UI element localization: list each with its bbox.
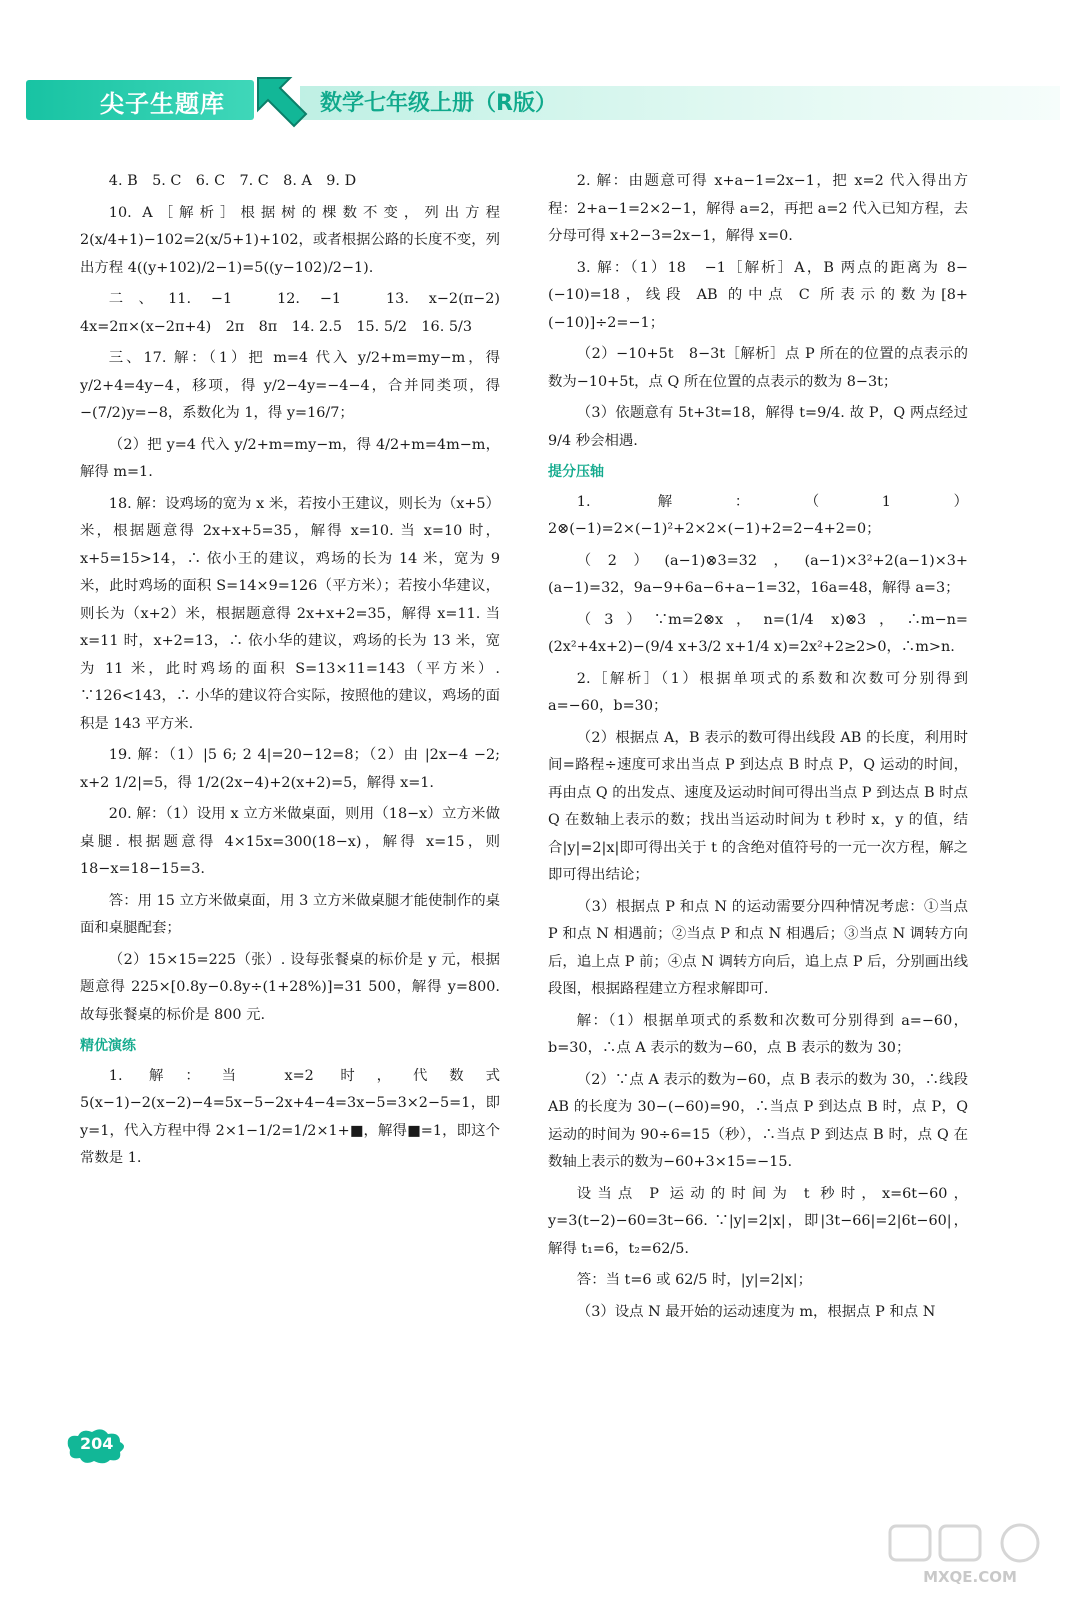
answer-paragraph: 1. 解：（1）2⊗(−1)=2×(−1)²+2×2×(−1)+2=2−4+2=0； <box>548 493 968 537</box>
answer-paragraph: （2）根据点 A，B 表示的数可得出线段 AB 的长度，利用时间=路程÷速度可求出当点 P 到达点 B 时点 P，Q 运动的时间，再由点 Q 的出发点、速度及运动时间可得出当点 P 到达点 B 时点 Q 在数轴上表示的数；找出当运动时间为 t 秒时 x，y 的值，结合|y|=2|x|即可得出关于 t 的含绝对值符号的一元一次方程，解之即可得出结论； <box>548 729 968 883</box>
answer-paragraph: 1. 解：当 x=2 时，代数式 5(x−1)−2(x−2)−4=5x−5−2x+4−4=3x−5=3×2−5=1，即 y=1，代入方程中得 2×1−1/2=1/2×1+■，解得■=1，即这个常数是 1. <box>80 1067 500 1166</box>
arrow-icon <box>250 70 310 130</box>
answer-paragraph: 18. 解：设鸡场的宽为 x 米，若按小王建议，则长为（x+5）米，根据题意得 2x+x+5=35，解得 x=10. 当 x=10 时，x+5=15>14，∴ 依小王的建议，鸡场的长为 14 米，宽为 9 米，此时鸡场的面积 S=14×9=126（平方米）；若按小华建议，则长为（x+2）米，根据题意得 2x+x+2=35，解得 x=11. 当 x=11 时，x+2=13，∴ 依小华的建议，鸡场的长为 13 米，宽为 11 米，此时鸡场的面积 S=13×11=143（平方米）. ∵126<143，∴ 小华的建议符合实际，按照他的建议，鸡场的面积是 143 平方米. <box>80 495 500 732</box>
answer-paragraph: 20. 解：（1）设用 x 立方米做桌面，则用（18−x）立方米做桌腿. 根据题意得 4×15x=300(18−x)，解得 x=15，则 18−x=18−15=3. <box>80 806 500 877</box>
right-column <box>548 168 968 1330</box>
answer-paragraph: （3）根据点 P 和点 N 的运动需要分四种情况考虑：①当点 P 和点 N 相遇前；②当点 P 和点 N 相遇后；③当点 N 调转方向后，追上点 P 前；④点 N 调转方向后，追上点 P 后，分别画出线段图，根据路程建立方程求解即可. <box>548 898 968 997</box>
answer-paragraph: （3）依题意有 5t+3t=18，解得 t=9/4. 故 P，Q 两点经过 9/4 秒会相遇. <box>548 405 968 449</box>
brand-title: 尖子生题库 <box>100 90 225 118</box>
answer-paragraph: 2.［解析］（1）根据单项式的系数和次数可分别得到 a=−60，b=30； <box>548 670 968 714</box>
page-header <box>0 0 1071 150</box>
answer-paragraph: （3）设点 N 最开始的运动速度为 m，根据点 P 和点 N <box>576 1303 936 1320</box>
section-heading: 精优演练 <box>80 1038 136 1054</box>
watermark-url: MXQE.COM <box>923 1568 1017 1586</box>
answer-paragraph: 设当点 P 运动的时间为 t 秒时，x=6t−60，y=3(t−2)−60=3t−66. ∵|y|=2|x|，即|3t−66|=2|6t−60|，解得 t₁=6，t₂=62/5. <box>548 1185 968 1257</box>
answer-paragraph: 2. 解：由题意可得 x+a−1=2x−1，把 x=2 代入得出方程：2+a−1=2×2−1，解得 a=2，再把 a=2 代入已知方程，去分母可得 x+2−3=2x−1，解得 x=0. <box>548 173 968 244</box>
answer-paragraph: （3）∵m=2⊗x，n=(1/4 x)⊗3，∴m−n=(2x²+4x+2)−(9/4 x+3/2 x+1/4 x)=2x²+2≥2>0，∴m>n. <box>548 611 968 655</box>
book-title: 数学七年级上册（R版） <box>320 91 557 116</box>
answer-paragraph: （2）15×15=225（张）. 设每张餐桌的标价是 y 元，根据题意得 225×[0.8y−0.8y÷(1+28%)]=31 500，解得 y=800. 故每张餐桌的标价是 800 元. <box>80 951 500 1023</box>
answer-paragraph: 答：当 t=6 或 62/5 时，|y|=2|x|； <box>576 1272 812 1288</box>
page-number-badge <box>62 1426 132 1466</box>
left-column <box>80 168 515 1177</box>
answer-paragraph: （2）∵点 A 表示的数为−60，点 B 表示的数为 30，∴线段 AB 的长度为 30−(−60)=90，∴当点 P 到达点 B 时，点 P，Q 运动的时间为 90÷6=15（秒），∴当点 P 到达点 B 时，点 Q 在数轴上表示的数为−60+3×15=−15. <box>548 1071 968 1170</box>
answer-paragraph: 19. 解：（1）|5 6; 2 4|=20−12=8；（2）由 |2x−4 −2; x+2 1/2|=5，得 1/2(2x−4)+2(x+2)=5，解得 x=1. <box>80 747 500 791</box>
answer-paragraph: 解：（1）根据单项式的系数和次数可分别得到 a=−60，b=30，∴点 A 表示的数为−60，点 B 表示的数为 30； <box>548 1012 968 1056</box>
answer-paragraph: 二、11. −1 12. −1 13. x−2(π−2) 4x=2π×(x−2π+4) 2π 8π 14. 2.5 15. 5/2 16. 5/3 <box>80 291 515 335</box>
answer-paragraph: 3. 解：（1）18 −1［解析］A，B 两点的距离为 8−(−10)=18，线段 AB 的中点 C 所表示的数为[8+(−10)]÷2=−1； <box>548 259 968 331</box>
section-heading: 提分压轴 <box>548 464 604 480</box>
answer-paragraph: （2）−10+5t 8−3t［解析］点 P 所在的位置的点表示的数为−10+5t，点 Q 所在位置的点表示的数为 8−3t； <box>548 346 968 390</box>
answer-paragraph: 三、17. 解：（1）把 m=4 代入 y/2+m=my−m，得 y/2+4=4y−4，移项，得 y/2−4y=−4−4，合并同类项，得 −(7/2)y=−8，系数化为 1，得 y=16/7； <box>80 350 500 421</box>
answer-line: 4. B 5. C 6. C 7. C 8. A 9. D <box>108 173 357 189</box>
answer-paragraph: 10. A［解析］根据树的棵数不变，列出方程 2(x/4+1)−102=2(x/5+1)+102，或者根据公路的长度不变，列出方程 4((y+102)/2−1)=5((y−102)/2−1). <box>80 204 501 276</box>
answer-paragraph: （2）(a−1)⊗3=32，(a−1)×3²+2(a−1)×3+(a−1)=32，9a−9+6a−6+a−1=32，16a=48，解得 a=3； <box>548 552 968 596</box>
answer-paragraph: 答：用 15 立方米做桌面，用 3 立方米做桌腿才能使制作的桌面和桌腿配套； <box>80 892 500 936</box>
watermark-logo-icon <box>880 1520 1060 1568</box>
watermark <box>880 1520 1060 1590</box>
answer-paragraph: （2）把 y=4 代入 y/2+m=my−m，得 4/2+m=4m−m，解得 m=1. <box>80 436 500 480</box>
page-number: 204 <box>80 1434 114 1453</box>
